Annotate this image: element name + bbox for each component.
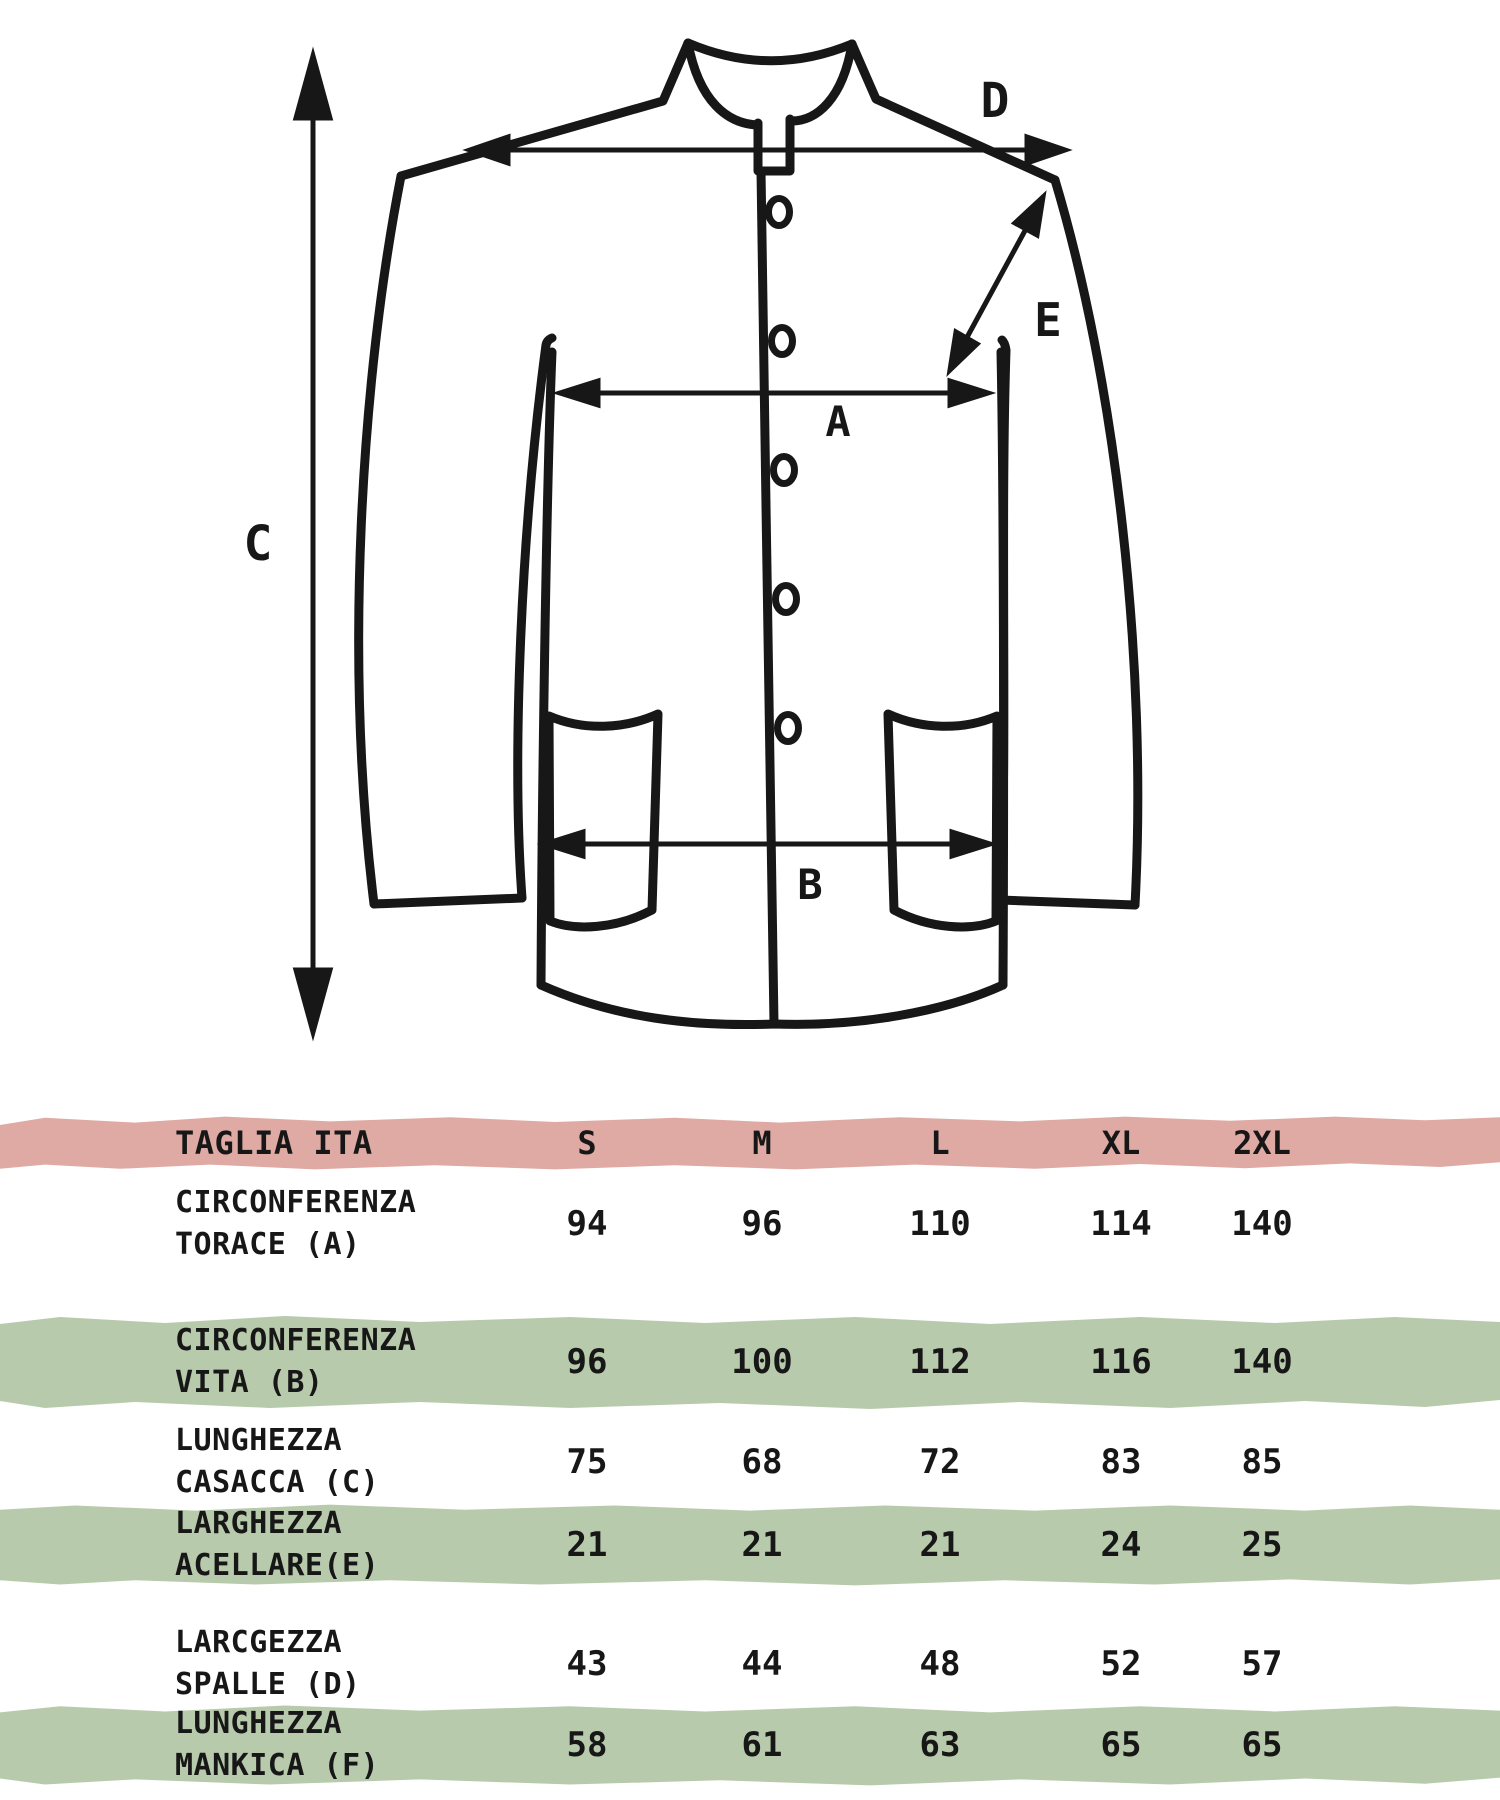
row-value: 96 [566, 1342, 608, 1382]
left-pocket [549, 714, 658, 927]
row-value: 114 [1090, 1204, 1152, 1244]
label-d: D [980, 73, 1010, 129]
size-column-header: 2XL [1233, 1124, 1291, 1162]
row-label: LUNGHEZZA MANKICA (F) [175, 1706, 380, 1783]
row-value: 140 [1231, 1204, 1293, 1244]
button [774, 457, 795, 484]
row-label: LARGHEZZA ACELLARE(E) [175, 1506, 380, 1583]
row-value: 58 [566, 1725, 608, 1765]
table-header-row [0, 1113, 1500, 1173]
row-value: 65 [1241, 1725, 1283, 1765]
collar-back-edge [688, 43, 852, 61]
jacket-outline [359, 43, 1138, 1025]
table-row [0, 1172, 1500, 1276]
table-row [0, 1612, 1500, 1716]
row-value: 96 [741, 1204, 783, 1244]
measure-arrow-e [950, 197, 1043, 370]
size-column-header: L [930, 1124, 950, 1162]
table-row [0, 1502, 1500, 1588]
row-value: 48 [919, 1644, 961, 1684]
size-column-header: XL [1101, 1124, 1141, 1162]
size-column-header: S [577, 1124, 597, 1162]
arrowhead-down-icon [296, 970, 330, 1032]
row-value: 100 [731, 1342, 793, 1382]
size-column-header: M [752, 1124, 772, 1162]
row-value: 140 [1231, 1342, 1293, 1382]
row-value: 68 [741, 1442, 783, 1482]
button [778, 715, 799, 742]
left-sleeve-outer [359, 176, 401, 904]
table-row [0, 1702, 1500, 1788]
row-value: 61 [741, 1725, 783, 1765]
row-value: 94 [566, 1204, 608, 1244]
row-value: 65 [1100, 1725, 1142, 1765]
arrowhead-up-icon [296, 56, 330, 118]
placket-tab [758, 119, 790, 171]
label-b: B [797, 860, 823, 909]
left-cuff [374, 898, 522, 904]
right-body-seam [1001, 352, 1004, 985]
row-value: 57 [1241, 1644, 1283, 1684]
arrowhead-right-icon [950, 381, 988, 405]
row-value: 52 [1100, 1644, 1142, 1684]
row-label: LARCGEZZA SPALLE (D) [175, 1625, 361, 1702]
button [772, 328, 793, 355]
row-value: 75 [566, 1442, 608, 1482]
left-collar-shoulder [401, 43, 688, 176]
label-a: A [825, 397, 851, 446]
header-label: TAGLIA ITA [175, 1124, 373, 1162]
arrowhead-right-icon [1027, 137, 1065, 163]
row-value: 43 [566, 1644, 608, 1684]
row-value: 72 [919, 1442, 961, 1482]
row-label: LUNGHEZZA CASACCA (C) [175, 1423, 380, 1500]
row-value: 21 [741, 1525, 783, 1565]
buttons [769, 199, 799, 742]
row-value: 21 [919, 1525, 961, 1565]
row-value: 44 [741, 1644, 783, 1684]
row-value: 63 [919, 1725, 961, 1765]
measure-arrow-c [296, 56, 330, 1032]
label-c: C [243, 516, 273, 572]
row-label: CIRCONFERENZA TORACE (A) [175, 1185, 417, 1262]
button [769, 199, 790, 226]
row-value: 112 [909, 1342, 971, 1382]
arrowhead-downleft-icon [950, 332, 977, 370]
row-value: 83 [1100, 1442, 1142, 1482]
arrowhead-left-icon [560, 381, 598, 405]
table-row [0, 1312, 1500, 1412]
row-value: 24 [1100, 1525, 1142, 1565]
arrowhead-upright-icon [1015, 197, 1043, 235]
label-e: E [1034, 293, 1062, 347]
row-value: 116 [1090, 1342, 1152, 1382]
row-value: 110 [909, 1204, 971, 1244]
right-cuff [1000, 900, 1135, 905]
row-label: CIRCONFERENZA VITA (B) [175, 1323, 417, 1400]
table-row [0, 1412, 1500, 1512]
row-value: 21 [566, 1525, 608, 1565]
right-pocket [888, 714, 997, 927]
button [776, 586, 797, 613]
measure-arrow-a [560, 381, 988, 405]
row-value: 85 [1241, 1442, 1283, 1482]
row-value: 25 [1241, 1525, 1283, 1565]
right-sleeve-outer [1055, 180, 1138, 905]
